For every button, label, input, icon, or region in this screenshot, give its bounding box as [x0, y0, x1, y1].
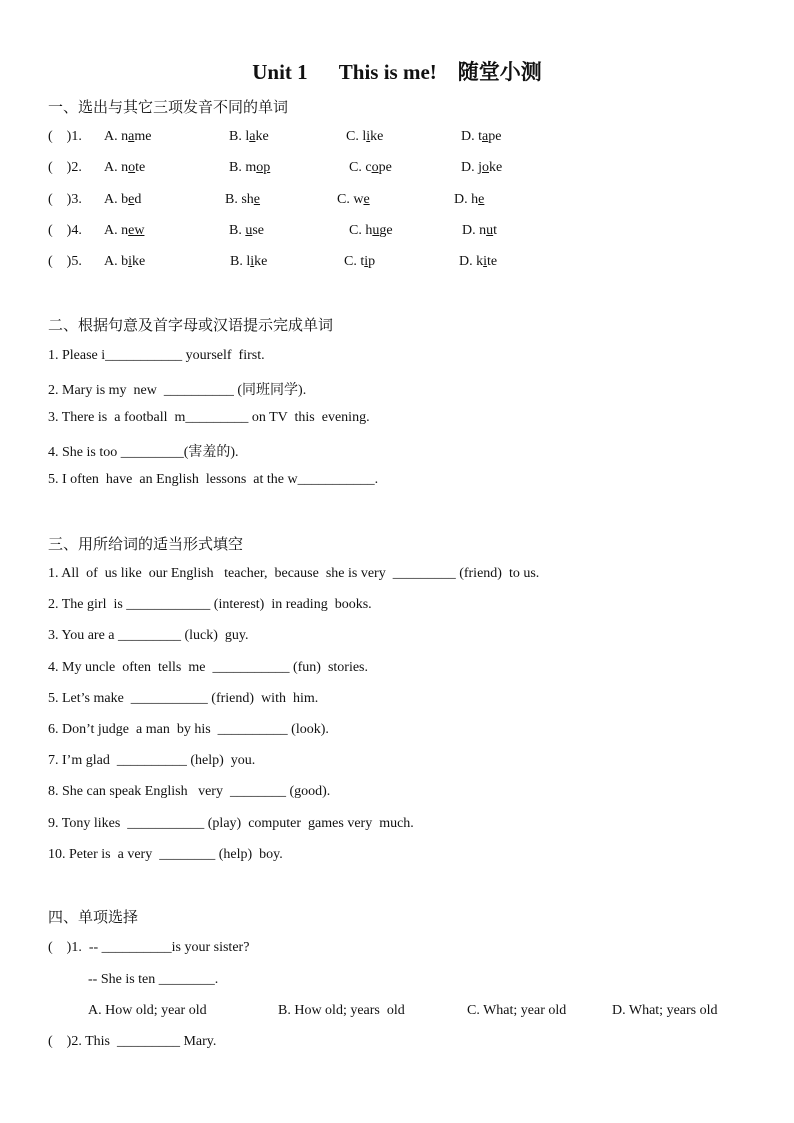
option-b — [229, 129, 269, 145]
option-a — [104, 254, 145, 270]
underlined-letters: a — [249, 129, 256, 144]
underlined-letters: e — [253, 192, 261, 207]
section-3-heading: 三、用所给词的适当形式填空 — [48, 535, 244, 553]
item-number: ( )4. — [48, 223, 82, 238]
option-text: A. n — [104, 223, 129, 238]
option-c — [349, 223, 393, 239]
option-text: D. j — [461, 160, 482, 175]
section-1-heading: 一、选出与其它三项发音不同的单词 — [48, 98, 289, 116]
option-a — [104, 160, 145, 176]
form-item: 8. She can speak English very ________ (good). — [48, 784, 331, 799]
option-text: C. h — [349, 223, 373, 238]
option-b — [225, 192, 260, 208]
underlined-letters: i — [364, 254, 369, 269]
underlined-letters: i — [128, 254, 133, 269]
option-d — [454, 192, 484, 208]
option-a — [104, 192, 141, 208]
form-item: 10. Peter is a very ________ (help) boy. — [48, 847, 283, 862]
option-text: ke — [132, 254, 146, 269]
section-2-heading: 二、根据句意及首字母或汉语提示完成单词 — [48, 316, 334, 334]
fill-item: 4. She is too _________(害羞的). — [48, 445, 239, 460]
option-text: se — [252, 223, 265, 238]
underlined-letters: o — [371, 160, 379, 175]
option-text: B. — [229, 223, 246, 238]
underlined-letters: ew — [128, 223, 145, 238]
underlined-letters: u — [486, 223, 494, 238]
option-text: te — [487, 254, 498, 269]
option-text: C. t — [344, 254, 365, 269]
option-text: me — [134, 129, 152, 144]
form-item: 1. All of us like our English teacher, because she is very _________ (friend) to us. — [48, 566, 540, 581]
option-c — [346, 129, 383, 145]
form-item: 7. I’m glad __________ (help) you. — [48, 753, 256, 768]
option-c — [349, 160, 392, 176]
option-text: pe — [378, 160, 392, 175]
fill-item: 2. Mary is my new __________ (同班同学). — [48, 383, 307, 398]
item-number: ( )5. — [48, 254, 82, 269]
fill-item: 3. There is a football m_________ on TV this evening. — [48, 410, 370, 425]
underlined-letters: e — [128, 192, 135, 207]
form-item: 2. The girl is ____________ (interest) in reading books. — [48, 597, 372, 612]
underlined-letters: i — [250, 254, 255, 269]
item-number: ( )2. — [48, 160, 82, 175]
form-item: 4. My uncle often tells me ___________ (fun) stories. — [48, 660, 369, 675]
underlined-letters: u — [245, 223, 253, 238]
option-text: C. w — [337, 192, 364, 207]
underlined-letters: u — [372, 223, 380, 238]
form-item: 3. You are a _________ (luck) guy. — [48, 628, 249, 643]
q1-option-c: C. What; year old — [467, 1003, 567, 1018]
option-text: A. n — [104, 160, 129, 175]
page-title: Unit 1 This is me! 随堂小测 — [252, 60, 542, 84]
option-text: A. b — [104, 254, 129, 269]
option-c — [344, 254, 375, 270]
item-number: ( )1. — [48, 129, 82, 144]
question-2: ( )2. This _________ Mary. — [48, 1034, 217, 1049]
option-a — [104, 223, 144, 239]
underlined-letters: i — [483, 254, 488, 269]
fill-item: 1. Please i___________ yourself first. — [48, 348, 265, 363]
option-d — [462, 223, 497, 239]
option-text: B. l — [229, 129, 250, 144]
option-text: B. m — [229, 160, 257, 175]
option-text: p — [368, 254, 376, 269]
option-c — [337, 192, 370, 208]
option-text: B. l — [230, 254, 251, 269]
option-text: D. t — [461, 129, 482, 144]
option-text: ke — [255, 129, 269, 144]
option-text: C. c — [349, 160, 372, 175]
question-1: ( )1. -- __________is your sister? — [48, 940, 250, 955]
option-text: D. h — [454, 192, 479, 207]
option-text: pe — [488, 129, 502, 144]
option-text: D. k — [459, 254, 484, 269]
option-d — [461, 129, 501, 145]
underlined-letters: op — [256, 160, 271, 175]
q1-option-d: D. What; years old — [612, 1003, 718, 1018]
underlined-letters: o — [128, 160, 136, 175]
underlined-letters: e — [478, 192, 485, 207]
option-b — [229, 223, 264, 239]
option-text: D. n — [462, 223, 487, 238]
option-text: ke — [370, 129, 384, 144]
form-item: 9. Tony likes ___________ (play) computer games very much. — [48, 816, 414, 831]
underlined-letters: e — [363, 192, 370, 207]
option-text: ge — [379, 223, 393, 238]
form-item: 5. Let’s make ___________ (friend) with him. — [48, 691, 319, 706]
underlined-letters: a — [482, 129, 489, 144]
option-text: B. sh — [225, 192, 254, 207]
option-text: d — [134, 192, 142, 207]
q1-option-a: A. How old; year old — [88, 1003, 207, 1018]
option-text: ke — [489, 160, 503, 175]
question-1-dialog: -- She is ten ________. — [88, 972, 219, 987]
option-d — [459, 254, 497, 270]
section-4-heading: 四、单项选择 — [48, 908, 139, 926]
item-number: ( )3. — [48, 192, 82, 207]
option-text: t — [493, 223, 498, 238]
fill-item: 5. I often have an English lessons at the w___________. — [48, 472, 379, 487]
option-text: C. l — [346, 129, 367, 144]
option-text: A. n — [104, 129, 129, 144]
q1-option-b: B. How old; years old — [278, 1003, 405, 1018]
form-item: 6. Don’t judge a man by his __________ (look). — [48, 722, 329, 737]
option-b — [230, 254, 267, 270]
option-text: A. b — [104, 192, 129, 207]
option-a — [104, 129, 151, 145]
underlined-letters: i — [366, 129, 371, 144]
option-text: ke — [254, 254, 268, 269]
underlined-letters: o — [482, 160, 489, 175]
underlined-letters: a — [128, 129, 135, 144]
option-b — [229, 160, 270, 176]
option-text: te — [135, 160, 146, 175]
option-d — [461, 160, 502, 176]
